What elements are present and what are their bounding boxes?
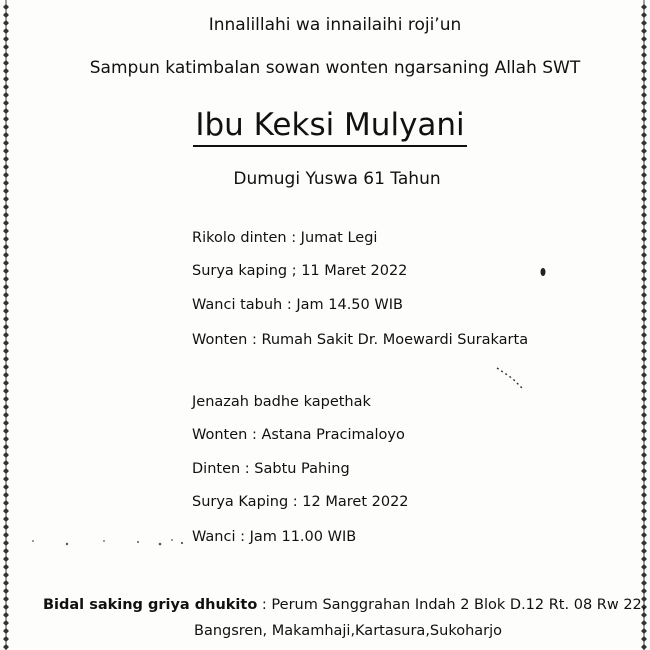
burial-heading: Jenazah badhe kapethak: [192, 394, 371, 410]
border-ornament: [641, 188, 647, 194]
border-ornament: [641, 404, 647, 410]
border-ornament: [641, 164, 647, 170]
border-ornament: [3, 300, 9, 306]
border-ornament: [3, 292, 9, 298]
border-ornament: [3, 596, 9, 602]
ink-speck: [171, 539, 173, 541]
left-ornamental-border: [0, 0, 12, 650]
border-ornament: [641, 52, 647, 58]
border-ornament: [3, 228, 9, 234]
border-ornament: [3, 76, 9, 82]
border-ornament: [3, 236, 9, 242]
border-ornament: [641, 148, 647, 154]
opening-phrase: Innalillahi wa innailaihi roji’un: [208, 15, 462, 35]
border-ornament: [3, 332, 9, 338]
border-ornament: [3, 324, 9, 330]
border-ornament: [641, 532, 647, 538]
border-ornament: [3, 404, 9, 410]
border-ornament: [641, 236, 647, 242]
border-ornament: [641, 324, 647, 330]
border-ornament: [641, 364, 647, 370]
border-ornament: [3, 172, 9, 178]
border-ornament: [3, 588, 9, 594]
border-ornament: [3, 380, 9, 386]
border-ornament: [3, 412, 9, 418]
border-ornament: [641, 284, 647, 290]
border-ornament: [641, 276, 647, 282]
border-ornament: [641, 340, 647, 346]
border-ornament: [641, 156, 647, 162]
border-ornament: [3, 444, 9, 450]
border-ornament: [641, 44, 647, 50]
border-ornament: [641, 260, 647, 266]
border-ornament: [3, 492, 9, 498]
border-ornament: [641, 4, 647, 10]
border-ornament: [3, 476, 9, 482]
border-ornament: [641, 348, 647, 354]
departure-address-text: : Perum Sanggrahan Indah 2 Blok D.12 Rt. 08 Rw 22,: [257, 597, 647, 613]
border-ornament: [641, 220, 647, 226]
border-ornament: [3, 36, 9, 42]
border-ornament: [641, 492, 647, 498]
border-ornament: [641, 372, 647, 378]
border-ornament: [3, 348, 9, 354]
border-ornament: [641, 316, 647, 322]
ink-speck: [103, 540, 105, 542]
border-ornament: [3, 92, 9, 98]
border-ornament: [3, 28, 9, 34]
burial-time: Wanci : Jam 11.00 WIB: [192, 529, 357, 545]
burial-date: Surya Kaping : 12 Maret 2022: [192, 494, 409, 510]
departure-address-line-1: [43, 598, 646, 613]
border-ornament: [3, 100, 9, 106]
border-ornament: [3, 468, 9, 474]
border-ornament: [641, 388, 647, 394]
border-ornament: [3, 276, 9, 282]
border-ornament: [641, 444, 647, 450]
border-ornament: [3, 268, 9, 274]
border-ornament: [641, 468, 647, 474]
border-ornament: [3, 420, 9, 426]
right-ornamental-border: [638, 0, 650, 650]
border-ornament: [3, 164, 9, 170]
ink-speck: [66, 543, 68, 545]
border-ornament: [3, 44, 9, 50]
border-ornament: [3, 428, 9, 434]
border-ornament: [3, 340, 9, 346]
border-ornament: [641, 196, 647, 202]
border-ornament: [641, 412, 647, 418]
border-ornament: [3, 580, 9, 586]
ink-speck: [497, 368, 522, 388]
border-ornament: [3, 540, 9, 546]
border-ornament: [641, 84, 647, 90]
border-ornament: [641, 460, 647, 466]
border-ornament: [3, 84, 9, 90]
border-ornament: [3, 148, 9, 154]
burial-place: Wonten : Astana Pracimaloyo: [192, 427, 405, 443]
border-ornament: [3, 396, 9, 402]
border-ornament: [3, 516, 9, 522]
ink-speck: [159, 543, 162, 546]
border-ornament: [3, 252, 9, 258]
border-ornament: [641, 212, 647, 218]
border-ornament: [3, 628, 9, 634]
border-ornament: [3, 604, 9, 610]
border-ornament: [641, 644, 647, 650]
border-ornament: [641, 556, 647, 562]
border-ornament: [3, 460, 9, 466]
border-ornament: [3, 436, 9, 442]
border-ornament: [3, 388, 9, 394]
border-ornament: [641, 100, 647, 106]
border-ornament: [3, 500, 9, 506]
border-ornament: [641, 396, 647, 402]
border-ornament: [3, 284, 9, 290]
deceased-name-container: [0, 108, 650, 147]
border-ornament: [641, 572, 647, 578]
burial-day: Dinten : Sabtu Pahing: [192, 461, 350, 477]
departure-region: , Makamhaji,Kartasura,Sukoharjo: [262, 623, 503, 639]
departure-label: Bidal saking griya dhukito: [43, 597, 258, 613]
border-ornament: [3, 356, 9, 362]
border-ornament: [641, 204, 647, 210]
border-ornament: [641, 484, 647, 490]
border-ornament: [3, 156, 9, 162]
death-time: Wanci tabuh : Jam 14.50 WIB: [192, 297, 403, 313]
announcement-line: Sampun katimbalan sowan wonten ngarsaning Allah SWT: [89, 58, 581, 78]
border-ornament: [3, 220, 9, 226]
border-ornament: [641, 420, 647, 426]
border-ornament: [3, 620, 9, 626]
border-ornament: [3, 20, 9, 26]
border-ornament: [641, 628, 647, 634]
death-date: Surya kaping ; 11 Maret 2022: [192, 263, 408, 279]
border-ornament: [641, 540, 647, 546]
border-ornament: [3, 180, 9, 186]
ink-speck: [32, 540, 34, 542]
border-ornament: [3, 372, 9, 378]
border-ornament: [3, 204, 9, 210]
border-ornament: [641, 228, 647, 234]
border-ornament: [3, 636, 9, 642]
border-ornament: [3, 316, 9, 322]
border-ornament: [3, 644, 9, 650]
border-ornament: [641, 516, 647, 522]
border-ornament: [641, 332, 647, 338]
ink-speck: [137, 541, 139, 543]
border-ornament: [3, 556, 9, 562]
border-ornament: [641, 92, 647, 98]
border-ornament: [3, 532, 9, 538]
border-ornament: [3, 244, 9, 250]
border-ornament: [641, 508, 647, 514]
border-ornament: [641, 436, 647, 442]
border-ornament: [3, 524, 9, 530]
border-ornament: [641, 636, 647, 642]
border-ornament: [3, 12, 9, 18]
border-ornament: [641, 292, 647, 298]
border-ornament: [641, 476, 647, 482]
border-ornament: [641, 300, 647, 306]
death-place: Wonten : Rumah Sakit Dr. Moewardi Surakarta: [192, 332, 529, 348]
border-ornament: [3, 60, 9, 66]
border-ornament: [3, 212, 9, 218]
border-ornament: [641, 580, 647, 586]
border-ornament: [3, 68, 9, 74]
border-ornament: [641, 500, 647, 506]
border-ornament: [3, 508, 9, 514]
border-ornament: [641, 244, 647, 250]
border-ornament: [3, 564, 9, 570]
age-line: Dumugi Yuswa 61 Tahun: [233, 169, 441, 189]
border-ornament: [641, 428, 647, 434]
border-ornament: [3, 4, 9, 10]
border-ornament: [3, 572, 9, 578]
border-ornament: [3, 364, 9, 370]
border-ornament: [3, 308, 9, 314]
border-ornament: [3, 196, 9, 202]
border-ornament: [641, 588, 647, 594]
death-day: Rikolo dinten : Jumat Legi: [192, 230, 378, 246]
border-ornament: [641, 380, 647, 386]
ink-speck: [181, 542, 183, 544]
border-ornament: [3, 612, 9, 618]
ink-speck: [541, 268, 546, 276]
border-ornament: [3, 484, 9, 490]
departure-address-line-2: [194, 624, 502, 639]
border-ornament: [641, 252, 647, 258]
border-ornament: [641, 548, 647, 554]
border-ornament: [641, 452, 647, 458]
border-ornament: [3, 188, 9, 194]
departure-area: Bangsren: [194, 623, 263, 639]
border-ornament: [641, 36, 647, 42]
border-ornament: [641, 564, 647, 570]
border-ornament: [3, 260, 9, 266]
border-ornament: [641, 524, 647, 530]
border-ornament: [3, 452, 9, 458]
border-ornament: [3, 548, 9, 554]
border-ornament: [3, 52, 9, 58]
border-ornament: [641, 620, 647, 626]
border-ornament: [641, 308, 647, 314]
border-ornament: [641, 268, 647, 274]
deceased-name: Ibu Keksi Mulyani: [193, 108, 466, 147]
border-ornament: [641, 356, 647, 362]
